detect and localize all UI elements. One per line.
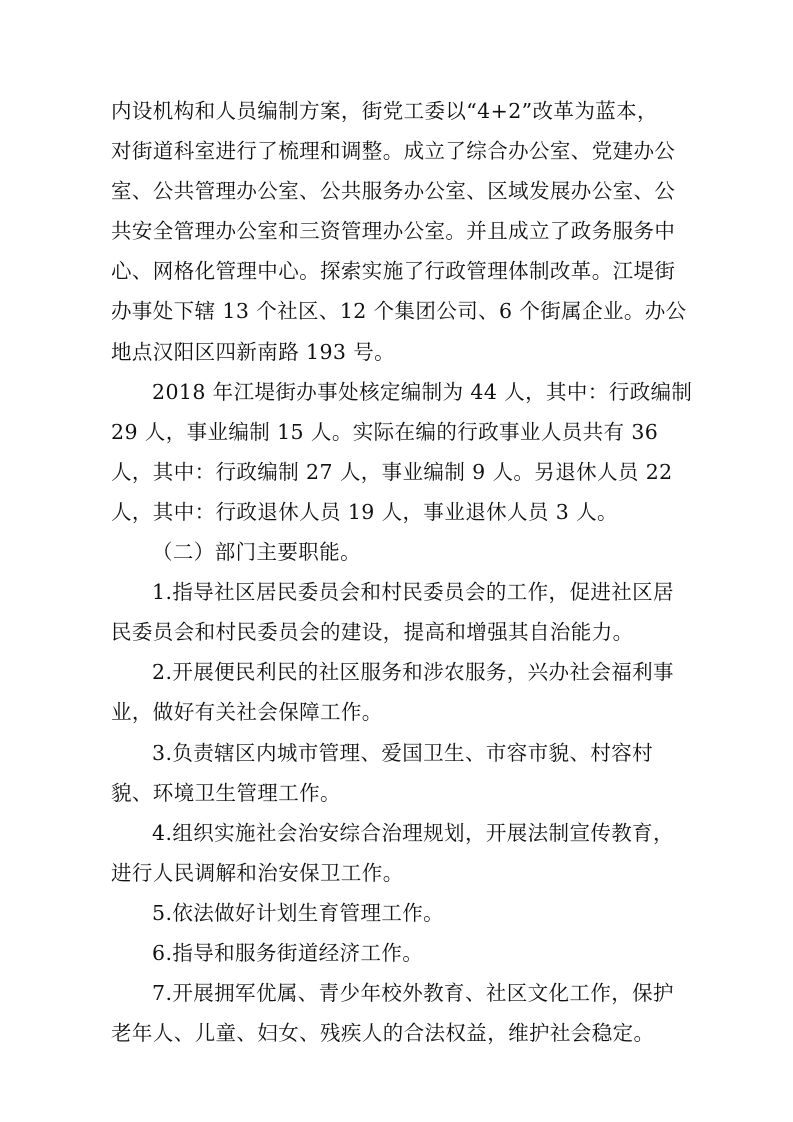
- text-line: 办事处下辖 13 个社区、12 个集团公司、6 个街属企业。办公: [111, 299, 687, 324]
- text-line: 室、公共管理办公室、公共服务办公室、区域发展办公室、公: [111, 179, 676, 204]
- section-heading: （二）部门主要职能。: [152, 540, 361, 565]
- text-line: 进行人民调解和治安保卫工作。: [111, 860, 404, 885]
- text-line: 4.组织实施社会治安综合治理规划，开展法制宣传教育，: [152, 820, 674, 845]
- text-line: 2018 年江堤街办事处核定编制为 44 人，其中：行政编制: [152, 379, 693, 404]
- text-line: 7.开展拥军优属、青少年校外教育、社区文化工作，保护: [152, 981, 674, 1006]
- text-line: 心、网格化管理中心。探索实施了行政管理体制改革。江堤街: [111, 259, 676, 284]
- text-line: 6.指导和服务街道经济工作。: [152, 940, 424, 965]
- text-line: 人，其中：行政退休人员 19 人，事业退休人员 3 人。: [111, 499, 618, 524]
- text-line: 2.开展便民利民的社区服务和涉农服务，兴办社会福利事: [152, 660, 674, 685]
- text-line: 老年人、儿童、妇女、残疾人的合法权益，维护社会稳定。: [111, 1021, 655, 1046]
- text-line: 内设机构和人员编制方案，街党工委以“4+2”改革为蓝本，: [111, 99, 658, 123]
- text-line: 地点汉阳区四新南路 193 号。: [111, 339, 396, 364]
- text-line: 民委员会和村民委员会的建设，提高和增强其自治能力。: [111, 620, 634, 645]
- text-line: 3.负责辖区内城市管理、爱国卫生、市容市貌、村容村: [152, 740, 654, 765]
- text-line: 1.指导社区居民委员会和村民委员会的工作，促进社区居: [152, 580, 674, 605]
- text-line: 共安全管理办公室和三资管理办公室。并且成立了政务服务中: [111, 219, 676, 244]
- text-line: 貌、环境卫生管理工作。: [111, 780, 341, 805]
- text-line: 对街道科室进行了梳理和调整。成立了综合办公室、党建办公: [111, 139, 676, 164]
- text-line: 人，其中：行政编制 27 人，事业编制 9 人。另退休人员 22: [111, 459, 673, 484]
- text-line: 5.依法做好计划生育管理工作。: [152, 900, 445, 925]
- text-line: 29 人，事业编制 15 人。实际在编的行政事业人员共有 36: [111, 419, 659, 444]
- text-line: 业，做好有关社会保障工作。: [111, 700, 383, 725]
- document-body: [111, 91, 691, 1053]
